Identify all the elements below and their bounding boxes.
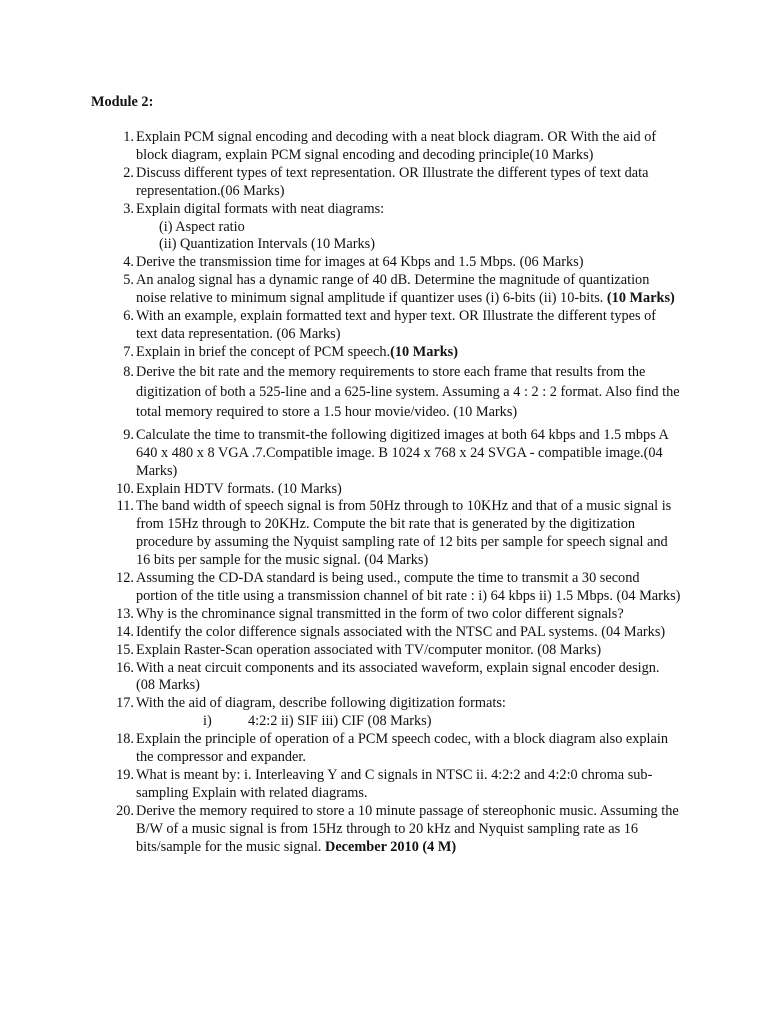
question-5 — [0, 272, 681, 308]
question-number: 10. — [116, 480, 134, 497]
question-number: 9. — [123, 426, 134, 443]
question-number: 19. — [116, 767, 134, 783]
question-number: 15. — [116, 641, 134, 658]
question-7 — [0, 344, 681, 362]
question-text: With a neat circuit components and its associated waveform, explain signal encoder design. (08 Marks) — [136, 659, 660, 694]
question-subitem: (ii) Quantization Intervals (10 Marks) — [159, 236, 375, 253]
question-10 — [0, 481, 681, 499]
question-19 — [0, 767, 681, 803]
question-number: 2. — [123, 164, 134, 181]
question-15 — [0, 642, 681, 660]
question-17 — [0, 695, 681, 731]
question-18 — [0, 731, 681, 767]
question-number: 8. — [123, 363, 134, 380]
question-text: Derive the memory required to store a 10 minute passage of stereophonic music. Assuming the B/W of a music signal is from 15Hz through to 20 kHz and Nyquist sampling rate as 16 bits/sample for the music signal. — [136, 802, 679, 855]
question-text: The band width of speech signal is from 50Hz through to 10KHz and that of a music signal is from 15Hz through to 20KHz. Compute the bit rate that is generated by the digitization procedure by assuming the Nyquist sampling rate of 12 bits per sample for speech signal and 16 bits per sample for the music signal. (04 Marks) — [136, 498, 672, 569]
question-number: 18. — [116, 731, 134, 748]
question-text: Assuming the CD-DA standard is being used., compute the time to transmit a 30 second portion of the title using a transmission channel of bit rate : i) 64 kbps ii) 1.5 Mbps. (04 Marks) — [136, 570, 681, 604]
question-number: 1. — [123, 129, 134, 145]
question-marks: (10 Marks) — [606, 290, 675, 307]
question-text: Why is the chrominance signal transmitted in the form of two color different signals? — [136, 605, 624, 622]
question-11 — [0, 498, 681, 570]
question-4 — [0, 254, 681, 272]
question-13 — [0, 606, 681, 624]
question-6 — [0, 308, 681, 344]
question-list — [0, 129, 768, 857]
question-number: 16. — [116, 659, 134, 676]
question-source: December 2010 (4 M) — [325, 838, 457, 855]
question-number: 12. — [116, 570, 134, 587]
question-text: Derive the bit rate and the memory requirements to store each frame that results from the digitization of both a 525-line and a 625-line system. Assuming a 4 : 2 : 2 format. Also find the total memory required to store a 1.5 hour movie/video. (10 Marks) — [136, 363, 680, 420]
question-3 — [0, 201, 681, 255]
question-subitem: (i) Aspect ratio — [159, 218, 245, 235]
question-text: Explain the principle of operation of a PCM speech codec, with a block diagram also explain the compressor and expander. — [136, 731, 669, 766]
question-text: Explain in brief the concept of PCM speech. — [136, 343, 391, 360]
question-text: Explain HDTV formats. (10 Marks) — [136, 480, 342, 497]
question-text: Calculate the time to transmit-the following digitized images at both 64 kbps and 1.5 mbps A 640 x 480 x 8 VGA .7.Compatible image. B 1024 x 768 x 24 SVGA - compatible image.(04 Marks) — [136, 426, 669, 479]
question-number: 7. — [123, 343, 134, 360]
question-text: An analog signal has a dynamic range of 40 dB. Determine the magnitude of quantization noise relative to minimum signal amplitude if quantizer uses (i) 6-bits (ii) 10-bits. — [136, 272, 650, 307]
question-number: 11. — [116, 498, 134, 515]
question-number: 14. — [116, 623, 134, 640]
question-text: Explain Raster-Scan operation associated with TV/computer monitor. (08 Marks) — [136, 641, 602, 658]
question-text: What is meant by: i. Interleaving Y and C signals in NTSC ii. 4:2:2 and 4:2:0 chroma sub-sampling Explain with related diagrams. — [136, 767, 653, 801]
question-subitem — [136, 713, 681, 731]
question-12 — [0, 570, 681, 606]
question-marks: (10 Marks) — [390, 343, 459, 360]
question-8 — [0, 362, 681, 422]
question-2 — [0, 165, 681, 201]
question-text: Identify the color difference signals associated with the NTSC and PAL systems. (04 Marks) — [136, 623, 666, 640]
question-9 — [0, 427, 681, 481]
question-number: 6. — [123, 308, 134, 325]
question-number: 17. — [116, 695, 134, 712]
question-text: Explain PCM signal encoding and decoding with a neat block diagram. OR With the aid of block diagram, explain PCM signal encoding and decoding principle(10 Marks) — [136, 129, 657, 163]
question-20 — [0, 803, 681, 857]
question-16 — [0, 660, 681, 696]
question-number: 13. — [116, 605, 134, 622]
question-number: 3. — [123, 200, 134, 217]
question-number: 5. — [123, 272, 134, 289]
question-1 — [0, 129, 681, 165]
question-text: Discuss different types of text representation. OR Illustrate the different types of text data representation.(06 Marks) — [136, 164, 649, 199]
question-text: Derive the transmission time for images at 64 Kbps and 1.5 Mbps. (06 Marks) — [136, 254, 584, 271]
module-heading: Module 2: — [91, 94, 154, 110]
question-subitem-numeral: i) — [203, 713, 212, 730]
question-14 — [0, 624, 681, 642]
question-text: Explain digital formats with neat diagrams: — [136, 200, 385, 217]
question-text: With the aid of diagram, describe following digitization formats: — [136, 695, 506, 712]
question-subitem-text: 4:2:2 ii) SIF iii) CIF (08 Marks) — [248, 713, 432, 730]
question-text: With an example, explain formatted text and hyper text. OR Illustrate the different types of text data representation. (06 Marks) — [136, 308, 657, 342]
question-number: 4. — [123, 254, 134, 271]
question-number: 20. — [116, 802, 134, 819]
